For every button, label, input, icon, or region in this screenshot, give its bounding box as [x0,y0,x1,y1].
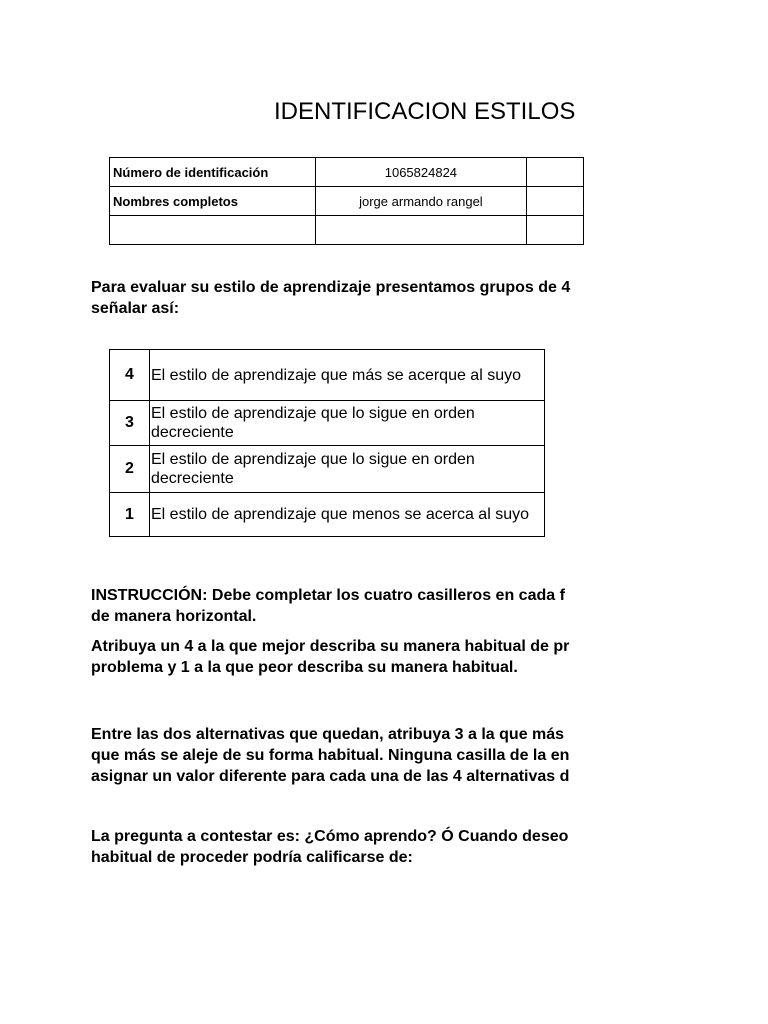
attribute-line-1: Atribuya un 4 a la que mejor describa su manera habitual de pr [91,638,570,655]
empty-value-cell[interactable] [316,216,526,245]
scale-number: 2 [110,446,150,493]
table-row [110,493,545,537]
question-paragraph [91,826,568,868]
full-name-value[interactable]: jorge armando rangel [316,187,526,216]
empty-cell[interactable] [526,187,583,216]
scale-description: El estilo de aprendizaje que más se acerque al suyo [150,350,545,401]
instruction-line-1 [91,585,565,606]
scale-table [109,349,545,537]
attribute-line-2: problema y 1 a la que peor describa su manera habitual. [91,659,518,676]
table-row [110,187,584,216]
identification-table [109,157,584,245]
question-line-1: La pregunta a contestar es: ¿Cómo aprendo? Ó Cuando deseo [91,828,569,845]
scale-description: El estilo de aprendizaje que lo sigue en orden decreciente [150,401,545,446]
table-row [110,158,584,187]
between-line-1: Entre las dos alternativas que quedan, atribuya 3 a la que más [91,726,565,743]
scale-number: 4 [110,350,150,401]
scale-number: 1 [110,493,150,537]
instruction-line-2: de manera horizontal. [91,608,257,625]
attribute-paragraph [91,636,569,678]
table-row [110,401,545,446]
question-line-2: habitual de proceder podría calificarse de: [91,849,413,866]
table-row [110,216,584,245]
page-title: IDENTIFICACION ESTILOS [274,98,576,125]
id-number-value[interactable]: 1065824824 [316,158,526,187]
scale-number: 3 [110,401,150,446]
id-number-label: Número de identificación [110,158,316,187]
instruction-label: INSTRUCCIÓN [91,587,203,604]
instruction-paragraph [91,585,565,627]
table-row [110,350,545,401]
instruction-text: : Debe completar los cuatro casilleros en cada f [202,587,565,604]
intro-line-1: Para evaluar su estilo de aprendizaje presentamos grupos de 4 [91,279,571,296]
between-line-2: que más se aleje de su forma habitual. Ninguna casilla de la en [91,747,570,764]
intro-line-2: señalar así: [91,300,180,317]
empty-cell[interactable] [526,216,583,245]
full-name-label: Nombres completos [110,187,316,216]
between-line-3: asignar un valor diferente para cada una de las 4 alternativas d [91,768,570,785]
scale-description: El estilo de aprendizaje que menos se acerca al suyo [150,493,545,537]
empty-cell[interactable] [526,158,583,187]
between-paragraph [91,724,569,787]
intro-paragraph [91,277,570,319]
table-row [110,446,545,493]
scale-description: El estilo de aprendizaje que lo sigue en orden decreciente [150,446,545,493]
empty-label-cell[interactable] [110,216,316,245]
